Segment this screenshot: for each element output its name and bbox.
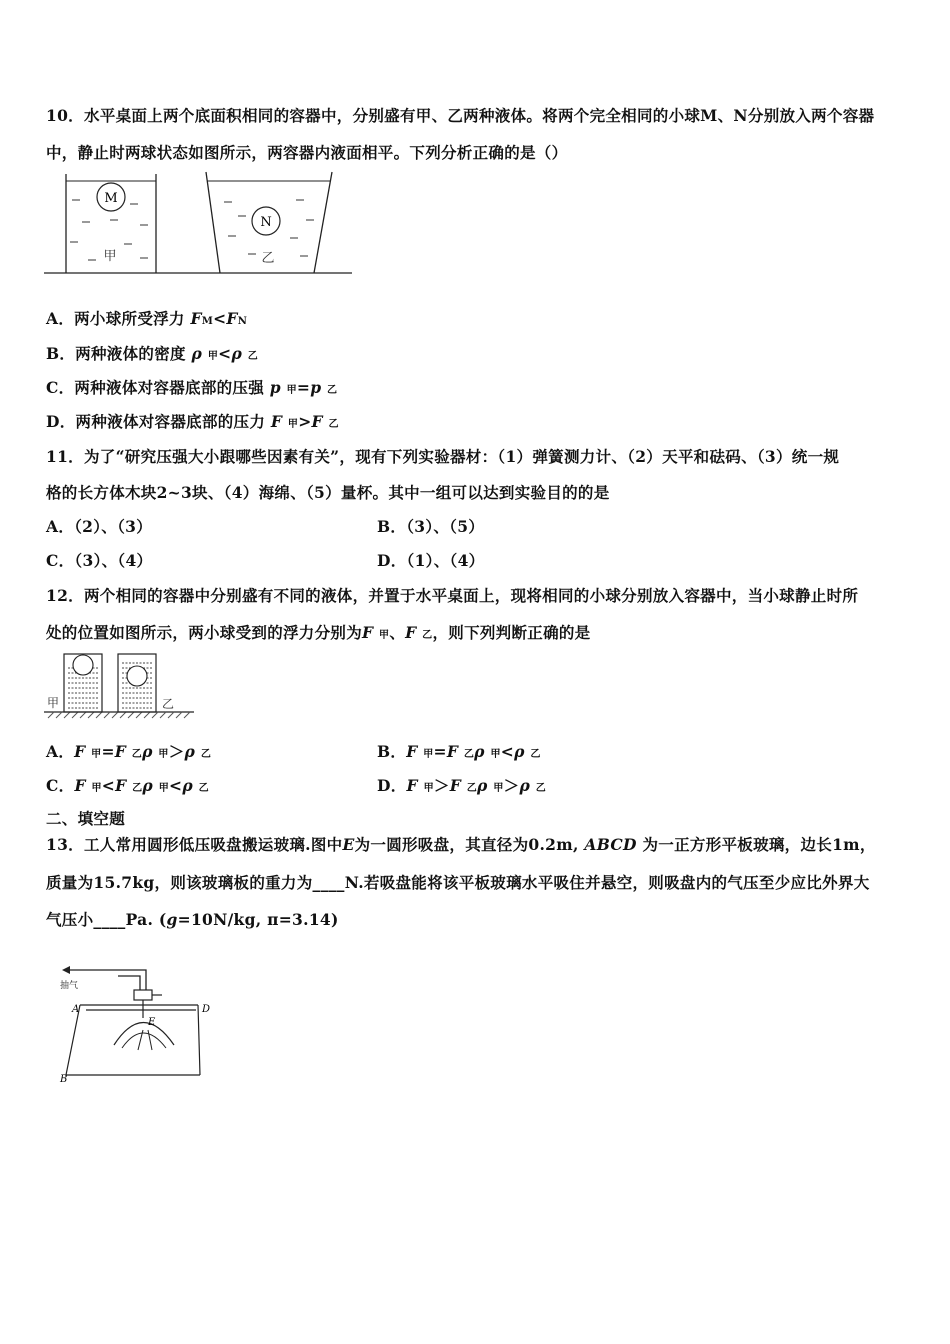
q11-option-b: B．（3）、（5）	[377, 517, 485, 536]
ball-yi	[127, 666, 147, 686]
q12-option-b: B．F 甲=F 乙ρ 甲<ρ 乙	[377, 742, 541, 761]
q10-stem-line2: 中，静止时两球状态如图所示，两容器内液面相平。下列分析正确的是（）	[46, 143, 568, 162]
svg-text:甲: 甲	[47, 696, 60, 710]
q12-option-d: D．F 甲＞F 乙ρ 甲＞ρ 乙	[377, 776, 547, 795]
q10-stem-line1: 10．水平桌面上两个底面积相同的容器中，分别盛有甲、乙两种液体。将两个完全相同的小球M、N分别放入两个容器	[46, 106, 875, 125]
q11-option-c: C．（3）、（4）	[46, 551, 153, 570]
q13-stem-line2: 质量为15.7kg，则该玻璃板的重力为____N.若吸盘能将该平板玻璃水平吸住并悬空，则吸盘内的气压至少应比外界大	[46, 873, 870, 892]
svg-text:A: A	[72, 1004, 80, 1015]
svg-text:D: D	[202, 1004, 211, 1015]
svg-text:E: E	[148, 1017, 156, 1028]
q12-option-c: C．F 甲<F 乙ρ 甲<ρ 乙	[46, 776, 209, 795]
q12-stem-line1: 12．两个相同的容器中分别盛有不同的液体，并置于水平桌面上，现将相同的小球分别放入容器中，当小球静止时所	[46, 586, 859, 605]
q13-figure	[56, 960, 211, 1085]
q10-figure	[44, 170, 356, 276]
svg-text:B: B	[60, 1074, 68, 1085]
q12-option-a: A．F 甲=F 乙ρ 甲＞ρ 乙	[46, 742, 212, 761]
q12-stem-line2: 处的位置如图所示，两小球受到的浮力分别为F 甲、F 乙，则下列判断正确的是	[46, 623, 591, 642]
ball-jia	[73, 655, 93, 675]
q11-stem-line2: 格的长方体木块2~3块、（4）海绵、（5）量杯。其中一组可以达到实验目的的是	[46, 483, 610, 502]
svg-text:乙: 乙	[261, 251, 275, 266]
q10-option-d: D．两种液体对容器底部的压力 F 甲>F 乙	[46, 412, 339, 431]
q10-option-a: A．两小球所受浮力 FM<FN	[46, 309, 248, 328]
svg-text:乙: 乙	[162, 697, 175, 711]
section-heading: 二、填空题	[46, 809, 126, 828]
svg-text:N: N	[260, 215, 272, 230]
q13-stem-line3: 气压小____Pa. (g=10N/kg, π=3.14)	[46, 910, 339, 929]
q10-option-c: C．两种液体对容器底部的压强 p 甲=p 乙	[46, 378, 338, 397]
svg-text:甲: 甲	[103, 249, 117, 264]
q11-option-d: D．（1）、（4）	[377, 551, 485, 570]
svg-text:抽气: 抽气	[60, 981, 79, 991]
q13-stem-line1: 13．工人常用圆形低压吸盘搬运玻璃.图中E为一圆形吸盘，其直径为0.2m, ABCD 为一正方形平板玻璃，边长1m，	[46, 835, 876, 854]
q11-option-a: A．（2）、（3）	[46, 517, 153, 536]
q10-option-b: B．两种液体的密度 ρ 甲<ρ 乙	[46, 344, 259, 363]
q12-figure	[44, 648, 194, 720]
q11-stem-line1: 11．为了“研究压强大小跟哪些因素有关”，现有下列实验器材：（1）弹簧测力计、（2）天平和砝码、（3）统一规	[46, 447, 840, 466]
svg-text:M: M	[104, 191, 118, 206]
